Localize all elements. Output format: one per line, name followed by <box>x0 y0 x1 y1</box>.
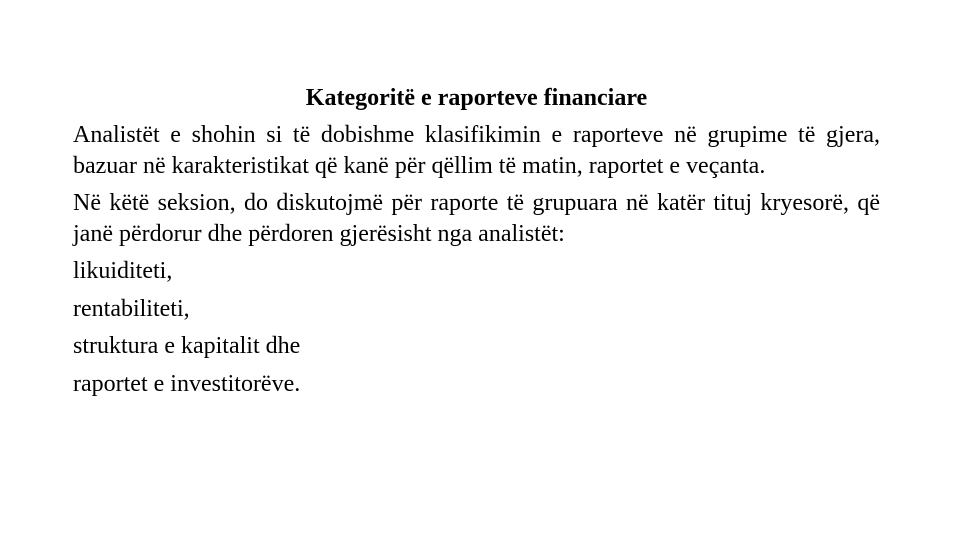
paragraph: Në këtë seksion, do diskutojmë për raporte të grupuara në katër tituj kryesorë, që janë përdorur dhe përdoren gjerësisht nga analistët: <box>73 190 880 247</box>
slide-body <box>73 120 880 406</box>
list-item: raportet e investitorëve. <box>73 370 301 397</box>
list-item: struktura e kapitalit dhe <box>73 333 301 359</box>
list-item: likuiditeti, <box>73 258 173 284</box>
list-item: rentabiliteti, <box>73 295 190 322</box>
category-list <box>73 256 880 406</box>
slide-title: Kategoritë e raporteve financiare <box>305 85 648 111</box>
paragraph: Analistët e shohin si të dobishme klasifikimin e raporteve në grupime të gjera, bazuar në karakteristikat që kanë për qëllim të matin, raportet e veçanta. <box>73 122 880 179</box>
